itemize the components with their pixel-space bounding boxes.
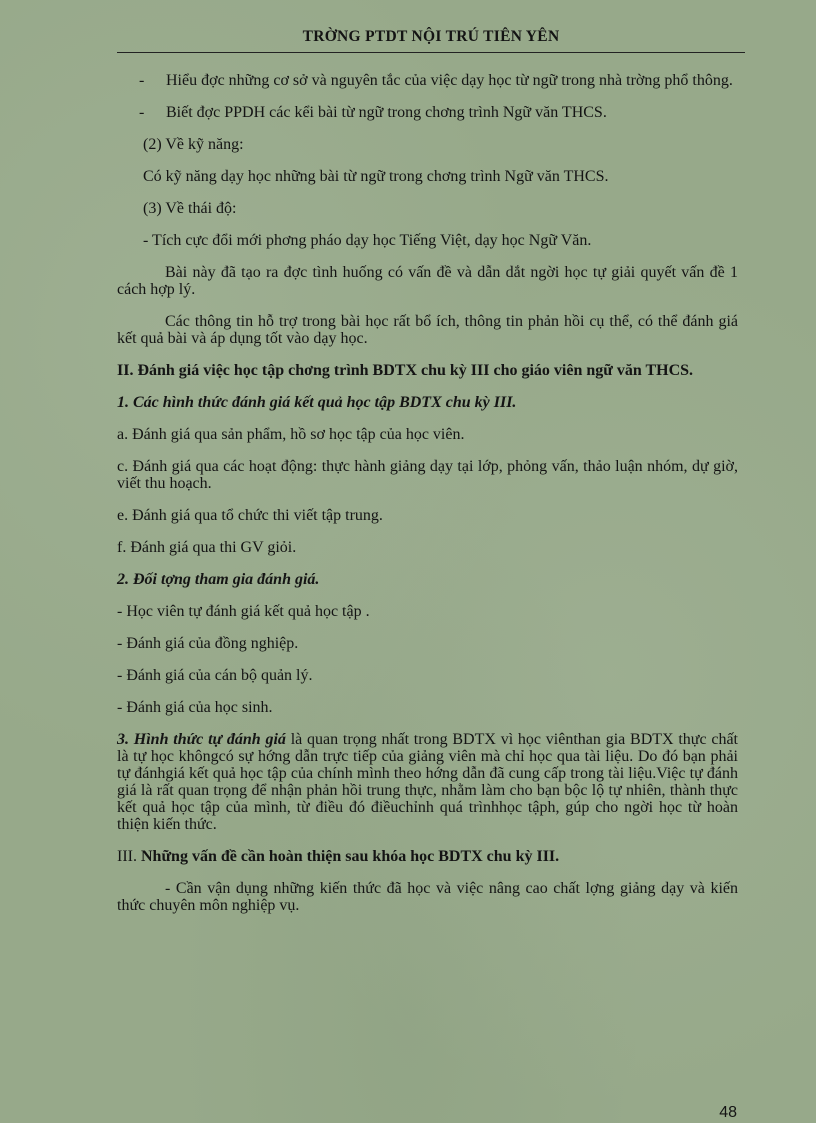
attitude-text: - Tích cực đổi mới phơng pháo dạy học Tiếng Việt, dạy học Ngữ Văn. [143,232,592,249]
skills-heading: (2) Về kỹ năng: [143,136,244,153]
paragraph: Bài này đã tạo ra đợc tình huống có vấn đề và dẫn dắt ngời học tự giải quyết vấn đề 1 cách hợp lý. [117,264,738,298]
objective-text: Hiểu đợc những cơ sở và nguyên tắc của việc dạy học từ ngữ trong nhà trờng phổ thông. [166,72,733,89]
eval-form-item: a. Đánh giá qua sản phẩm, hồ sơ học tập của học viên. [117,426,465,443]
paragraph: Các thông tin hỗ trợ trong bài học rất bổ ích, thông tin phản hồi cụ thể, có thể đánh giá kết quả bài và áp dụng tốt vào dạy học. [117,313,738,347]
objective-item [139,72,738,89]
bullet-dash: - [139,104,145,121]
section-2-title: II. Đánh giá việc học tập chơng trình BDTX chu kỳ III cho giáo viên ngữ văn THCS. [117,362,694,379]
objective-text: Biết đợc PPDH các kểi bài từ ngữ trong chơng trình Ngữ văn THCS. [166,104,607,121]
section-3-heading [117,848,738,865]
bullet-dash: - [139,72,145,89]
objective-item [139,104,738,121]
eval-form-item: c. Đánh giá qua các hoạt động: thực hành giảng dạy tại lớp, phỏng vấn, thảo luận nhóm, dự giờ, viết thu hoạch. [117,458,738,492]
participant-item: - Đánh giá của học sinh. [117,699,273,716]
subsection-3-title: 3. Hình thức tự đánh giá [117,731,286,748]
section-3-text: - Cần vận dụng những kiến thức đã học và việc nâng cao chất lợng giảng dạy và kiến thức chuyên môn nghiệp vụ. [117,880,738,914]
page-number: 48 [719,1104,737,1121]
skills-text: Có kỹ năng dạy học những bài từ ngữ trong chơng trình Ngữ văn THCS. [143,168,609,185]
participant-item: - Đánh giá của đồng nghiệp. [117,635,299,652]
section-3-title: Những vấn đề cần hoàn thiện sau khóa học BDTX chu kỳ III. [140,848,560,865]
self-assessment-text: là quan trọng nhất trong BDTX vì học viênthan gia BDTX thực chất là tự học khôngcó sự hớng dẫn trực tiếp của giảng viên mà chỉ học qua tài liệu. Do đó bạn phải tự đánhgiá kết quả học tập của chính mình theo hớng dẫn đã cung cấp trong tài liệu.Việc tự đánh giá là rất quan trọng để nhận phản hồi trung thực, nhằm làm cho bạn bộc lộ tự nhiên, thành thực kết quả học tập của mình, từ điều đó điềuchỉnh quá trìnhhọc tậph, gúp cho ngời học từ hoàn thiện kiến thức. [117,731,739,833]
page-header: TRỜNG PTDT NỘI TRÚ TIÊN YÊN [117,28,745,53]
participant-item: - Đánh giá của cán bộ quản lý. [117,667,313,684]
participant-item: - Học viên tự đánh giá kết quả học tập . [117,603,370,620]
self-assessment-paragraph [117,731,738,833]
eval-form-item: f. Đánh giá qua thi GV giỏi. [117,539,297,556]
eval-form-item: e. Đánh giá qua tổ chức thi viết tập trung. [117,507,383,524]
subsection-2-title: 2. Đối tợng tham gia đánh giá. [117,571,320,588]
section-3-number: III. [117,848,141,865]
attitude-heading: (3) Về thái độ: [143,200,237,217]
subsection-1-title: 1. Các hình thức đánh giá kết quả học tập BDTX chu kỳ III. [117,394,517,411]
page-content [117,72,738,929]
